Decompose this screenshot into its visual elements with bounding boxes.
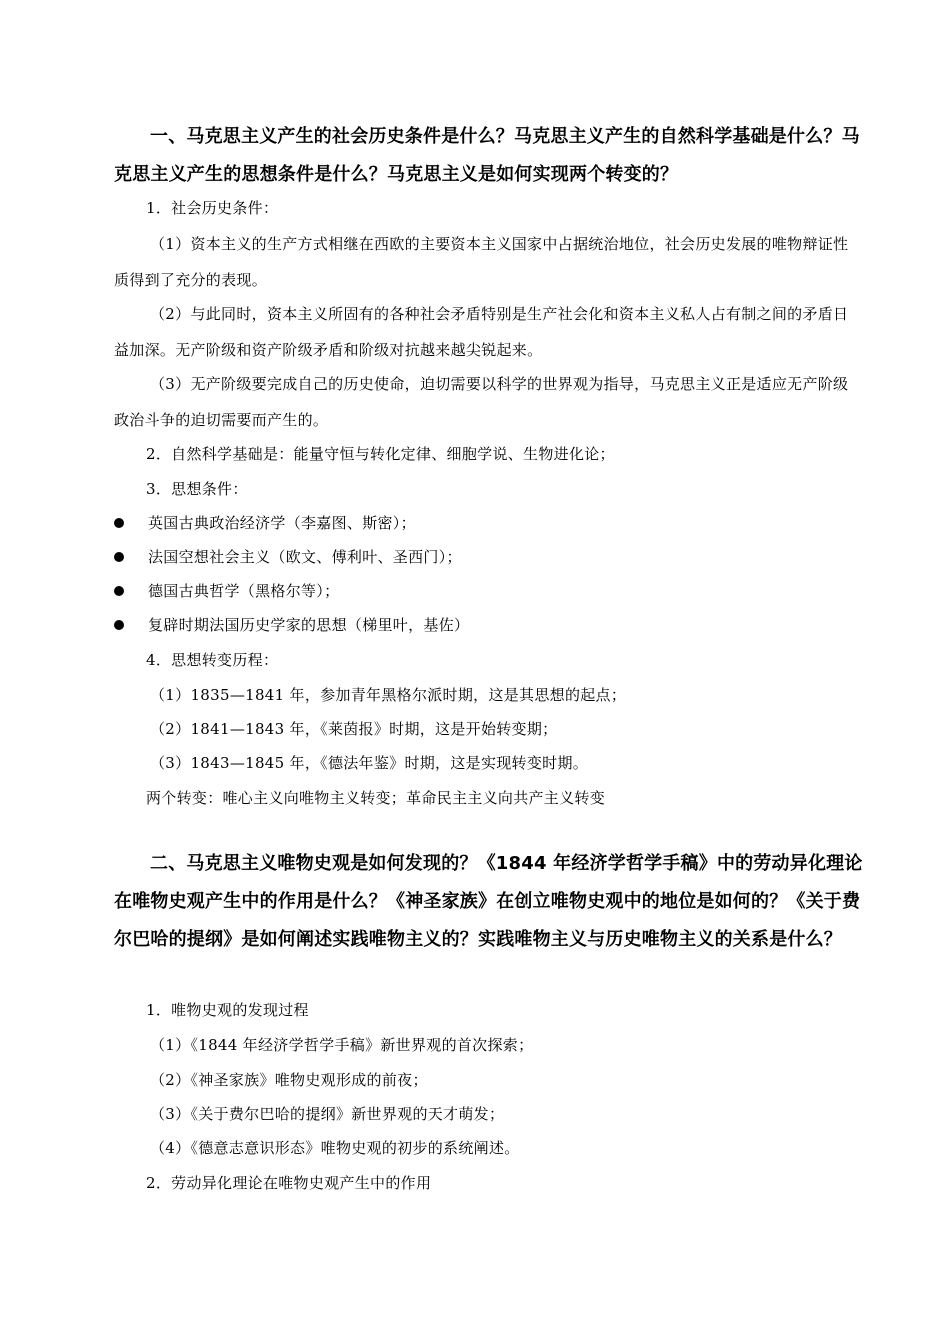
section2-item1-list-item: （4）《德意志意识形态》唯物史观的初步的系统阐述。 — [150, 1139, 520, 1157]
section1-item3-title: 3．思想条件： — [146, 480, 248, 498]
bullet-dot-icon — [114, 518, 124, 528]
section1-heading: 一、马克思主义产生的社会历史条件是什么？马克思主义产生的自然科学基础是什么？马克思主义产生的思想条件是什么？马克思主义是如何实现两个转变的？ — [114, 126, 860, 185]
section1-item4-title: 4．思想转变历程： — [146, 651, 279, 669]
bullet-text: 英国古典政治经济学（李嘉图、斯密）； — [148, 514, 416, 532]
bullet-dot-icon — [114, 552, 124, 562]
section2-heading: 二、马克思主义唯物史观是如何发现的？《1844 年经济学哲学手稿》中的劳动异化理论在唯物史观产生中的作用是什么？《神圣家族》在创立唯物史观中的地位是如何的？《关于费尔巴哈的提纲》是如何阐述实践唯物主义的？实践唯物主义与历史唯物主义的关系是什么？ — [114, 853, 863, 950]
section2-item1-list-item: （2）《神圣家族》唯物史观形成的前夜； — [150, 1071, 428, 1089]
section1-item1-paragraph1: （1）资本主义的生产方式相继在西欧的主要资本主义国家中占据统治地位，社会历史发展的唯物辩证性质得到了充分的表现。 — [114, 235, 849, 289]
bullet-dot-icon — [114, 620, 124, 630]
section1-item4-list-item: （1）1835—1841 年，参加青年黑格尔派时期，这是其思想的起点； — [150, 686, 627, 704]
section1-two-transitions: 两个转变：唯心主义向唯物主义转变；革命民主主义向共产主义转变 — [146, 789, 606, 807]
bullet-text: 复辟时期法国历史学家的思想（梯里叶，基佐） — [148, 616, 470, 634]
bullet-text: 德国古典哲学（黑格尔等）； — [148, 582, 340, 600]
bullet-dot-icon — [114, 586, 124, 596]
bullet-text: 法国空想社会主义（欧文、傅利叶、圣西门）； — [148, 548, 462, 566]
section1-item4-list-item: （2）1841—1843 年，《莱茵报》时期，这是开始转变期； — [150, 720, 558, 738]
section2-item1-list-item: （3）《关于费尔巴哈的提纲》新世界观的天才萌发； — [150, 1105, 505, 1123]
section2-item2-title: 2．劳动异化理论在唯物史观产生中的作用 — [146, 1174, 432, 1192]
section1-item2: 2．自然科学基础是：能量守恒与转化定律、细胞学说、生物进化论； — [146, 445, 615, 463]
section1-item1-title: 1．社会历史条件： — [146, 199, 279, 217]
section2-item1-list-item: （1）《1844 年经济学哲学手稿》新世界观的首次探索； — [150, 1036, 534, 1054]
section2-item1-title: 1．唯物史观的发现过程 — [146, 1001, 309, 1019]
section1-item1-paragraph3: （3）无产阶级要完成自己的历史使命，迫切需要以科学的世界观为指导，马克思主义正是适应无产阶级政治斗争的迫切需要而产生的。 — [114, 375, 849, 429]
section1-item4-list-item: （3）1843—1845 年，《德法年鉴》时期，这是实现转变时期。 — [150, 754, 589, 772]
section1-item1-paragraph2: （2）与此同时，资本主义所固有的各种社会矛盾特别是生产社会化和资本主义私人占有制之间的矛盾日益加深。无产阶级和资产阶级矛盾和阶级对抗越来越尖锐起来。 — [114, 305, 849, 359]
